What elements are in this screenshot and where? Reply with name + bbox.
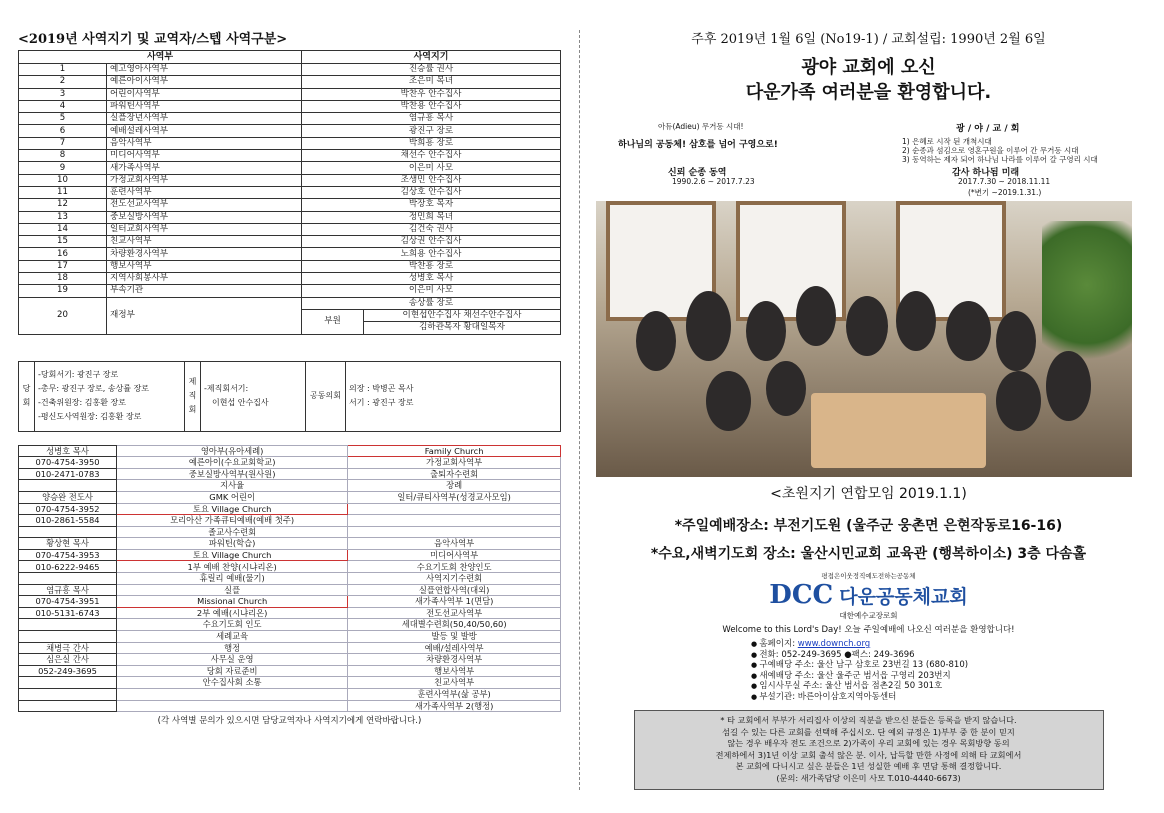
table-row bbox=[19, 64, 561, 76]
ministry-table bbox=[18, 50, 561, 335]
committee-table bbox=[18, 361, 561, 432]
staff-contact: 양승완 전도사 bbox=[19, 491, 117, 503]
row-dept: 실플장년사역부 bbox=[107, 113, 302, 125]
row-number: 2 bbox=[19, 76, 107, 88]
logo-text: 다운공동체교회 bbox=[839, 585, 968, 608]
photo-caption: <초원지기 연합모임 2019.1.1) bbox=[770, 486, 967, 502]
table-row bbox=[19, 248, 561, 260]
committee-line: -평신도사역원장: 김홍환 장로 bbox=[38, 412, 142, 422]
row-dept: 예배설레사역부 bbox=[107, 125, 302, 137]
committee-line: -당회서기: 광진구 장로 bbox=[38, 370, 119, 380]
table-row bbox=[19, 76, 561, 88]
row-manager: 박찬흥 장로 bbox=[302, 260, 561, 272]
notice-line: 섬길 수 있는 다른 교회를 선택해 주십시오. 단 예외 규정은 1)부부 중 한 분이 믿지 bbox=[722, 726, 1015, 737]
photo-person bbox=[846, 296, 888, 356]
staff-duty-b: 새가족사역부 1(면담) bbox=[348, 596, 561, 608]
staff-duty-a: 토요 Village Church bbox=[117, 503, 348, 515]
info-address-temp: ● 임시사무실 주소: 울산 범서읍 점촌2길 50 301호 bbox=[751, 681, 1141, 692]
table-row bbox=[19, 162, 561, 174]
row-dept: 파워틴사역부 bbox=[107, 100, 302, 112]
staff-duty-b: 사역지기수련회 bbox=[348, 573, 561, 585]
logo-denomination: 대한예수교장로회 bbox=[839, 611, 898, 620]
staff-duty-b: 세대별수련회(50,40/50,60) bbox=[348, 619, 561, 631]
header-dept: 사역부 bbox=[19, 51, 302, 64]
staff-duty-b: 음악사역부 bbox=[348, 538, 561, 550]
staff-contact bbox=[19, 631, 117, 643]
photo-person bbox=[636, 311, 676, 371]
photo-person bbox=[766, 361, 806, 416]
photo-person bbox=[706, 371, 751, 431]
photo-person bbox=[896, 291, 936, 351]
row-manager: 광진구 장로 bbox=[302, 125, 561, 137]
staff-duty-a: 졸교사수련회 bbox=[117, 526, 348, 538]
table-row bbox=[19, 468, 561, 480]
committee-line: -총무: 광진구 장로, 송상률 장로 bbox=[38, 384, 150, 394]
info-label: 홈페이지: bbox=[759, 639, 798, 649]
photo-person bbox=[1046, 351, 1091, 421]
committee-label-1: 당회 bbox=[19, 361, 35, 431]
committee-line: -건축위원장: 김홍환 장로 bbox=[38, 398, 126, 408]
staff-table bbox=[18, 445, 561, 713]
notice-line: 본 교회에 다니시고 싶은 분들은 1년 성실한 예배 후 면담 통해 결정합니다. bbox=[735, 761, 1002, 772]
row-dept: 일터교회사역부 bbox=[107, 223, 302, 235]
table-row bbox=[19, 515, 561, 527]
table-row bbox=[19, 285, 561, 297]
table-row bbox=[19, 607, 561, 619]
row-number: 12 bbox=[19, 199, 107, 211]
church-logo bbox=[596, 571, 1141, 621]
committee-line: 서기 : 광진구 장로 bbox=[349, 398, 414, 408]
committee-line: 이현섭 안수집사 bbox=[212, 398, 269, 408]
committee-label-2: 제직회 bbox=[185, 361, 201, 431]
staff-duty-b bbox=[348, 526, 561, 538]
right-column bbox=[596, 28, 1141, 790]
staff-contact bbox=[19, 573, 117, 585]
row-number: 7 bbox=[19, 137, 107, 149]
committee-line: -제직회서기: bbox=[204, 384, 249, 394]
banner-text: 신뢰 순종 동역 bbox=[668, 168, 727, 178]
table-row bbox=[19, 445, 561, 457]
table-row bbox=[19, 100, 561, 112]
table-row bbox=[19, 584, 561, 596]
table-row bbox=[19, 457, 561, 469]
staff-duty-a: Missional Church bbox=[117, 596, 348, 608]
staff-duty-a: 영아부(유아세례) bbox=[117, 445, 348, 457]
banner-era: 3) 동역하는 제자 되어 하나님 나라를 이루어 갈 구영리 시대 bbox=[902, 155, 1098, 164]
staff-contact bbox=[19, 700, 117, 712]
row-number: 15 bbox=[19, 236, 107, 248]
notice-line: 전제하에서 3)1년 이상 교회 출석 않은 분. 이사, 납득할 만한 사정에 의해 타 교회에서 bbox=[715, 749, 1022, 760]
staff-duty-a: 파워틴(학습) bbox=[117, 538, 348, 550]
row-dept: 전도선교사역부 bbox=[107, 199, 302, 211]
row-dept: 새가족사역부 bbox=[107, 162, 302, 174]
row-number: 1 bbox=[19, 64, 107, 76]
table-row bbox=[19, 619, 561, 631]
committee-label-3: 공동의회 bbox=[306, 361, 346, 431]
row-manager: 박찬용 안수집사 bbox=[302, 100, 561, 112]
row-manager: 채선수 안수집사 bbox=[302, 150, 561, 162]
staff-contact: 황상현 목사 bbox=[19, 538, 117, 550]
logo-row bbox=[769, 580, 967, 610]
staff-contact: 염규흥 목사 bbox=[19, 584, 117, 596]
row-dept: 예고영아사역부 bbox=[107, 64, 302, 76]
staff-contact bbox=[19, 526, 117, 538]
staff-contact: 010-2471-0783 bbox=[19, 468, 117, 480]
table-row bbox=[19, 689, 561, 701]
info-phone: ● 전화: 052-249-3695 ●팩스: 249-3696 bbox=[751, 650, 1141, 661]
sub-members: 김하관목자 황대일목자 bbox=[364, 322, 561, 334]
section-title: <2019년 사역지기 및 교역자/스텝 사역구분> bbox=[18, 32, 288, 47]
row-number: 6 bbox=[19, 125, 107, 137]
row-dept: 중보실방사역부 bbox=[107, 211, 302, 223]
table-row bbox=[19, 642, 561, 654]
photo-table bbox=[811, 393, 986, 468]
table-row bbox=[19, 573, 561, 585]
row-number: 17 bbox=[19, 260, 107, 272]
sunday-service-place: *주일예배장소: 부전기도원 (울주군 웅촌면 은현작동로16-16) bbox=[674, 518, 1063, 534]
table-row bbox=[19, 174, 561, 186]
table-row bbox=[19, 199, 561, 211]
staff-contact bbox=[19, 480, 117, 492]
staff-duty-b: 훈련사역부(삶 공부) bbox=[348, 689, 561, 701]
weekday-service-place: *수요,새벽기도회 장소: 울산시민교회 교육관 (행복하이소) 3층 다솜홀 bbox=[650, 546, 1087, 562]
notice-line: * 타 교회에서 부부가 서리집사 이상의 직분을 받으신 분들은 등록을 받지 않습니다. bbox=[720, 715, 1017, 725]
info-affiliate: ● 부설기관: 바른아이삼호지역아동센터 bbox=[751, 692, 1141, 703]
staff-duty-b bbox=[348, 503, 561, 515]
row-dept: 친교사역부 bbox=[107, 236, 302, 248]
staff-duty-a: 수요기도회 인도 bbox=[117, 619, 348, 631]
table-row bbox=[19, 150, 561, 162]
table-row bbox=[19, 113, 561, 125]
banner-text: (*변기 ~2019.1.31.) bbox=[968, 188, 1042, 197]
welcome-line-2: 다운가족 여러분을 환영합니다. bbox=[745, 82, 992, 103]
table-row bbox=[19, 549, 561, 561]
staff-duty-b: 친교사역부 bbox=[348, 677, 561, 689]
banner-eras bbox=[902, 137, 1098, 164]
church-info-list bbox=[751, 639, 1141, 702]
staff-duty-a: 중보실방사역부(원사원) bbox=[117, 468, 348, 480]
welcome-english: Welcome to this Lord's Day! 오늘 주일예배에 나오신 여러분을 환영합니다! bbox=[722, 625, 1015, 635]
welcome-line-1: 광야 교회에 오신 bbox=[801, 57, 936, 78]
banner-text: 2017.7.30 ~ 2018.11.11 bbox=[958, 177, 1051, 186]
table-row bbox=[19, 186, 561, 198]
logo-mark-icon: DCC bbox=[769, 580, 834, 610]
row-dept: 차량환경사역부 bbox=[107, 248, 302, 260]
committee-col-2 bbox=[201, 361, 306, 431]
staff-duty-a: 토요 Village Church bbox=[117, 549, 348, 561]
banner-era: 1) 은혜로 시작 된 개척시대 bbox=[902, 137, 992, 146]
staff-duty-a: 당회 자료준비 bbox=[117, 665, 348, 677]
table-row bbox=[19, 561, 561, 573]
staff-duty-b: 실플연합사역(대외) bbox=[348, 584, 561, 596]
row-dept: 어린이사역부 bbox=[107, 88, 302, 100]
table-row bbox=[19, 596, 561, 608]
row-dept: 음악사역부 bbox=[107, 137, 302, 149]
notice-line: 않는 경우 배우자 전도 조건으로 2)가족이 우리 교회에 있는 경우 목회방향 동의 bbox=[727, 738, 1010, 749]
staff-duty-a: 세례교육 bbox=[117, 631, 348, 643]
banner-text: 아듀(Adieu) 무거동 시대! bbox=[658, 122, 744, 131]
committee-line: 의장 : 박병곤 목사 bbox=[349, 384, 414, 394]
row-number: 14 bbox=[19, 223, 107, 235]
row-manager: 조은미 목녀 bbox=[302, 76, 561, 88]
row-number: 20 bbox=[19, 297, 107, 334]
staff-contact: 052-249-3695 bbox=[19, 665, 117, 677]
row-manager: 정민희 목녀 bbox=[302, 211, 561, 223]
photo-person bbox=[686, 291, 731, 361]
left-column bbox=[18, 28, 561, 726]
date-line: 주후 2019년 1월 6일 (No19-1) / 교회설립: 1990년 2월 6일 bbox=[691, 32, 1046, 47]
row-number: 13 bbox=[19, 211, 107, 223]
header-manager: 사역지기 bbox=[302, 51, 561, 64]
table-row bbox=[19, 526, 561, 538]
row-number: 10 bbox=[19, 174, 107, 186]
staff-duty-a bbox=[117, 700, 348, 712]
table-row bbox=[19, 503, 561, 515]
staff-contact: 심은실 간사 bbox=[19, 654, 117, 666]
staff-duty-b: 수요기도회 찬양인도 bbox=[348, 561, 561, 573]
info-homepage bbox=[751, 639, 1141, 650]
staff-contact: 채병극 간사 bbox=[19, 642, 117, 654]
staff-contact bbox=[19, 619, 117, 631]
row-dept: 미디어사역부 bbox=[107, 150, 302, 162]
table-row bbox=[19, 631, 561, 643]
staff-footnote: (각 사역별 문의가 있으시면 담당교역자나 사역지기에게 연락바랍니다.) bbox=[157, 716, 422, 727]
photo-person bbox=[796, 286, 836, 346]
committee-col-1 bbox=[35, 361, 185, 431]
staff-duty-a: 안수집사회 소통 bbox=[117, 677, 348, 689]
row-manager: 노희용 안수집사 bbox=[302, 248, 561, 260]
row-dept: 가정교회사역부 bbox=[107, 174, 302, 186]
staff-contact: 070-4754-3952 bbox=[19, 503, 117, 515]
row-number: 8 bbox=[19, 150, 107, 162]
photo-person bbox=[996, 311, 1036, 371]
staff-duty-a: 휴릴리 예배(물기) bbox=[117, 573, 348, 585]
staff-duty-b: 발등 및 발방 bbox=[348, 631, 561, 643]
staff-duty-a bbox=[117, 689, 348, 701]
row-manager: 박장호 목자 bbox=[302, 199, 561, 211]
staff-duty-a: 2부 예배(시냐리온) bbox=[117, 607, 348, 619]
staff-contact bbox=[19, 677, 117, 689]
staff-duty-b: 새가족사역부 2(행정) bbox=[348, 700, 561, 712]
row-number: 3 bbox=[19, 88, 107, 100]
row-dept: 부속기관 bbox=[107, 285, 302, 297]
table-row bbox=[19, 700, 561, 712]
column-divider bbox=[579, 30, 580, 790]
row-manager: 성병호 목사 bbox=[302, 273, 561, 285]
staff-contact: 성병호 목사 bbox=[19, 445, 117, 457]
info-address-new: ● 새예배당 주소: 울산 울주군 범서읍 구영리 203번지 bbox=[751, 671, 1141, 682]
staff-contact: 010-5131-6743 bbox=[19, 607, 117, 619]
sub-members: 이현섭안수집사 채선수안수집사 bbox=[364, 309, 561, 321]
staff-duty-a: 실플 bbox=[117, 584, 348, 596]
staff-duty-b: 차량환경사역부 bbox=[348, 654, 561, 666]
photo-person bbox=[746, 301, 786, 361]
staff-duty-a: 모리아산 가족큐티예배(예배 첫주) bbox=[117, 515, 348, 527]
staff-contact: 070-4754-3951 bbox=[19, 596, 117, 608]
table-row bbox=[19, 273, 561, 285]
committee-col-3 bbox=[346, 361, 561, 431]
table-row bbox=[19, 491, 561, 503]
row-manager: 진승률 권사 bbox=[302, 64, 561, 76]
banner-text: 광 / 야 / 교 / 회 bbox=[956, 124, 1020, 134]
banner-text: 하나님의 공동체! 삼호를 넘어 구영으로! bbox=[618, 140, 778, 150]
staff-duty-a: 1부 예배 찬양(시냐리온) bbox=[117, 561, 348, 573]
staff-duty-a: 지사율 bbox=[117, 480, 348, 492]
staff-duty-b: 장례 bbox=[348, 480, 561, 492]
history-banner bbox=[596, 115, 1141, 201]
staff-contact: 010-6222-9465 bbox=[19, 561, 117, 573]
photo-person bbox=[996, 371, 1041, 431]
table-row bbox=[19, 125, 561, 137]
group-photo bbox=[596, 201, 1132, 477]
banner-text: 감사 하나됨 미래 bbox=[952, 168, 1020, 178]
staff-contact: 010-2861-5584 bbox=[19, 515, 117, 527]
staff-duty-b: 출퇴자수련회 bbox=[348, 468, 561, 480]
table-row bbox=[19, 137, 561, 149]
staff-contact: 070-4754-3950 bbox=[19, 457, 117, 469]
staff-contact: 070-4754-3953 bbox=[19, 549, 117, 561]
staff-duty-b: 전도선교사역부 bbox=[348, 607, 561, 619]
row-manager: 이은미 사모 bbox=[302, 162, 561, 174]
row-manager: 김상권 안수집사 bbox=[302, 236, 561, 248]
staff-duty-b bbox=[348, 515, 561, 527]
row-manager: 김건숙 권사 bbox=[302, 223, 561, 235]
staff-contact bbox=[19, 689, 117, 701]
table-row bbox=[19, 480, 561, 492]
table-row bbox=[19, 223, 561, 235]
banner-text: 1990.2.6 ~ 2017.7.23 bbox=[672, 177, 755, 186]
row-number: 16 bbox=[19, 248, 107, 260]
table-row bbox=[19, 665, 561, 677]
logo-slogan: 평접은이웃정직예도전하는공동체 bbox=[821, 572, 916, 580]
staff-duty-b: 일터/큐티사역부(성경교사모임) bbox=[348, 491, 561, 503]
staff-duty-a: 사무실 운영 bbox=[117, 654, 348, 666]
row-manager: 박찬우 안수집사 bbox=[302, 88, 561, 100]
staff-duty-b: 가정교회사역부 bbox=[348, 457, 561, 469]
table-row bbox=[19, 211, 561, 223]
row-dept: 예른아이사역부 bbox=[107, 76, 302, 88]
staff-duty-b: 미디어사역부 bbox=[348, 549, 561, 561]
row-number: 11 bbox=[19, 186, 107, 198]
row-number: 5 bbox=[19, 113, 107, 125]
table-row bbox=[19, 88, 561, 100]
sub-label: 부원 bbox=[302, 309, 364, 334]
banner-era: 2) 순종과 섬김으로 영혼구원을 이루어 간 무거동 시대 bbox=[902, 146, 1079, 155]
row-dept: 지역사회봉사부 bbox=[107, 273, 302, 285]
staff-duty-b: 행보사역부 bbox=[348, 665, 561, 677]
row-dept: 훈련사역부 bbox=[107, 186, 302, 198]
row-manager: 박희흥 장로 bbox=[302, 137, 561, 149]
homepage-link[interactable]: www.downch.org bbox=[797, 639, 871, 649]
registration-notice bbox=[634, 710, 1104, 790]
staff-duty-a: GMK 어린이 bbox=[117, 491, 348, 503]
staff-duty-a: 행정 bbox=[117, 642, 348, 654]
row-number: 4 bbox=[19, 100, 107, 112]
row-number: 19 bbox=[19, 285, 107, 297]
info-address-old: ● 구예배당 주소: 울산 남구 삼호로 23번길 13 (680-810) bbox=[751, 660, 1141, 671]
row-manager: 염규흥 목사 bbox=[302, 113, 561, 125]
row-dept: 재정부 bbox=[107, 297, 302, 334]
table-row bbox=[19, 654, 561, 666]
notice-line: (문의: 새가족담당 이은미 사모 T.010-4440-6673) bbox=[776, 772, 961, 783]
table-row bbox=[19, 260, 561, 272]
table-row bbox=[19, 677, 561, 689]
row-manager: 김상호 안수집사 bbox=[302, 186, 561, 198]
staff-duty-b: 예배/설레사역부 bbox=[348, 642, 561, 654]
table-row bbox=[19, 236, 561, 248]
row-manager: 조생민 안수집사 bbox=[302, 174, 561, 186]
staff-duty-a: 예른아이(수요교회학교) bbox=[117, 457, 348, 469]
row-number: 9 bbox=[19, 162, 107, 174]
row-number: 18 bbox=[19, 273, 107, 285]
row-manager: 이은미 사모 bbox=[302, 285, 561, 297]
row-dept: 행보사역부 bbox=[107, 260, 302, 272]
table-row bbox=[19, 297, 561, 309]
photo-person bbox=[946, 301, 991, 361]
table-row bbox=[19, 538, 561, 550]
row-manager: 송상률 장로 bbox=[302, 297, 561, 309]
staff-duty-b: Family Church bbox=[348, 445, 561, 457]
